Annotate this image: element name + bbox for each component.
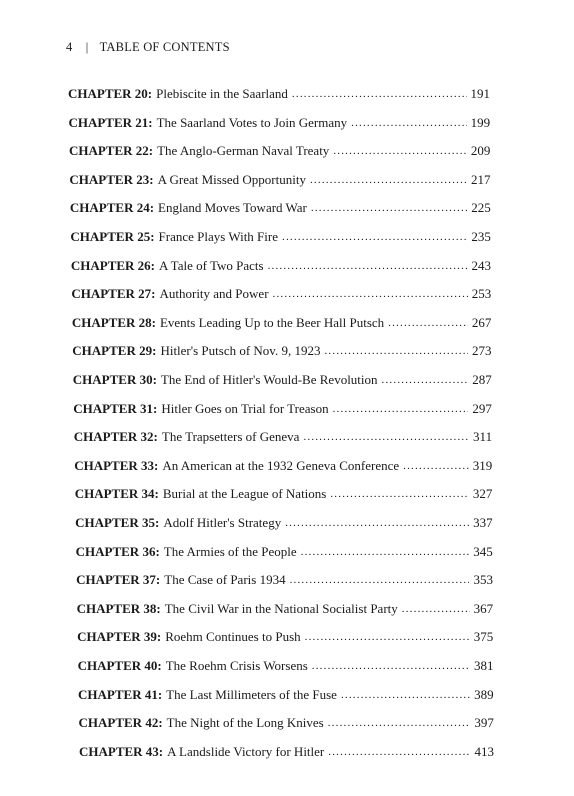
- toc-entry: [69, 143, 490, 163]
- page-number: 4: [66, 40, 73, 54]
- dot-leader: [351, 114, 467, 130]
- chapter-title: Adolf Hitler's Strategy: [163, 515, 282, 530]
- chapter-label: CHAPTER 32:: [73, 429, 158, 445]
- chapter-label: CHAPTER 37:: [76, 572, 161, 588]
- chapter-title: A Tale of Two Pacts: [159, 257, 264, 273]
- dot-leader: [268, 257, 468, 273]
- chapter-label: CHAPTER 27:: [71, 286, 156, 302]
- chapter-label: CHAPTER 36:: [75, 543, 160, 559]
- chapter-title: The Case of Paris 1934: [164, 572, 286, 588]
- dot-leader: [328, 714, 471, 730]
- chapter-title: The End of Hitler's Would-Be Revolution: [160, 372, 378, 387]
- chapter-title: Plebiscite in the Saarland: [156, 86, 288, 101]
- toc-entry: [76, 544, 493, 564]
- chapter-label: CHAPTER 22:: [68, 143, 154, 159]
- dot-leader: [282, 228, 467, 244]
- chapter-page-number: 199: [470, 114, 491, 130]
- chapter-title: The Night of the Long Knives: [166, 715, 324, 731]
- chapter-page-number: 191: [470, 86, 490, 101]
- dot-leader: [341, 686, 470, 702]
- chapter-page-number: 217: [471, 171, 491, 187]
- chapter-label: CHAPTER 43:: [79, 743, 164, 759]
- chapter-title: England Moves Toward War: [158, 200, 307, 216]
- toc-entry: [71, 258, 491, 278]
- chapter-page-number: 375: [473, 629, 494, 645]
- toc-entry: [75, 486, 493, 506]
- toc-entry: [71, 286, 491, 306]
- chapter-page-number: 381: [473, 658, 494, 673]
- toc-entry: [73, 372, 492, 392]
- chapter-page-number: 311: [473, 429, 493, 445]
- chapter-label: CHAPTER 31:: [73, 400, 158, 416]
- toc-entry: [74, 458, 492, 478]
- toc-entry: [77, 601, 494, 621]
- chapter-label: CHAPTER 25:: [70, 229, 155, 244]
- toc-entry: [75, 515, 492, 535]
- chapter-label: CHAPTER 35:: [75, 515, 160, 530]
- dot-leader: [312, 657, 470, 673]
- dot-leader: [382, 371, 469, 387]
- chapter-title: A Landslide Victory for Hitler: [167, 743, 325, 759]
- chapter-title: A Great Missed Opportunity: [157, 171, 306, 187]
- chapter-page-number: 243: [471, 257, 492, 273]
- toc-entry: [74, 429, 492, 449]
- chapter-label: CHAPTER 40:: [77, 658, 162, 673]
- chapter-label: CHAPTER 39:: [77, 629, 162, 645]
- toc-entry: [68, 86, 490, 106]
- chapter-page-number: 337: [473, 515, 493, 530]
- toc-entry: [78, 658, 494, 678]
- chapter-title: The Anglo-German Naval Treaty: [157, 143, 330, 159]
- chapter-page-number: 209: [470, 143, 491, 159]
- chapter-title: The Civil War in the National Socialist Party: [164, 600, 398, 616]
- chapter-title: France Plays With Fire: [158, 229, 279, 244]
- chapter-page-number: 327: [472, 486, 493, 502]
- dot-leader: [333, 400, 469, 416]
- chapter-page-number: 367: [473, 600, 494, 616]
- dot-leader: [328, 743, 470, 759]
- toc-entry: [70, 200, 491, 220]
- chapter-page-number: 235: [471, 229, 491, 244]
- chapter-title: Roehm Continues to Push: [165, 629, 301, 645]
- toc-entry: [78, 687, 494, 707]
- dot-leader: [303, 428, 469, 444]
- toc-entry: [76, 572, 493, 592]
- dot-leader: [290, 571, 470, 587]
- chapter-label: CHAPTER 42:: [78, 715, 163, 731]
- toc-entry: [69, 172, 490, 192]
- chapter-title: Hitler's Putsch of Nov. 9, 1923: [160, 343, 321, 359]
- toc-entry: [70, 229, 490, 249]
- chapter-label: CHAPTER 21:: [68, 114, 153, 130]
- chapter-page-number: 345: [473, 543, 493, 559]
- dot-leader: [273, 285, 468, 301]
- dot-leader: [311, 199, 467, 215]
- chapter-page-number: 319: [472, 457, 493, 473]
- running-head: [66, 40, 230, 55]
- chapter-page-number: 225: [471, 200, 491, 216]
- chapter-title: The Trapsetters of Geneva: [161, 429, 300, 445]
- chapter-title: The Armies of the People: [163, 543, 297, 559]
- dot-leader: [333, 142, 467, 158]
- chapter-page-number: 353: [473, 572, 493, 588]
- chapter-label: CHAPTER 38:: [76, 600, 161, 616]
- dot-leader: [301, 543, 470, 559]
- chapter-page-number: 297: [472, 400, 492, 416]
- toc-entry: [79, 744, 494, 764]
- chapter-title: The Roehm Crisis Worsens: [165, 658, 308, 673]
- dot-leader: [324, 342, 468, 358]
- chapter-label: CHAPTER 24:: [69, 200, 155, 216]
- chapter-label: CHAPTER 29:: [72, 343, 157, 359]
- dot-leader: [330, 485, 469, 501]
- chapter-title: An American at the 1932 Geneva Conference: [162, 457, 400, 473]
- chapter-title: Events Leading Up to the Beer Hall Putsch: [159, 314, 385, 330]
- section-title: TABLE OF CONTENTS: [99, 40, 230, 54]
- dot-leader: [305, 628, 470, 644]
- toc-entry: [68, 115, 490, 135]
- dot-leader: [402, 600, 470, 616]
- chapter-title: The Last Millimeters of the Fuse: [166, 686, 337, 702]
- toc-entry: [79, 715, 494, 735]
- chapter-page-number: 253: [471, 286, 492, 302]
- chapter-label: CHAPTER 34:: [74, 486, 159, 502]
- chapter-title: The Saarland Votes to Join Germany: [156, 114, 348, 130]
- chapter-label: CHAPTER 26:: [70, 257, 155, 273]
- chapter-label: CHAPTER 20:: [68, 86, 153, 101]
- chapter-label: CHAPTER 41:: [78, 686, 163, 702]
- toc-entry: [77, 629, 493, 649]
- chapter-page-number: 267: [471, 314, 492, 330]
- chapter-page-number: 397: [474, 715, 494, 731]
- chapter-page-number: 287: [472, 372, 492, 387]
- chapter-page-number: 413: [474, 743, 494, 759]
- toc-entry: [73, 401, 492, 421]
- dot-leader: [310, 171, 467, 187]
- chapter-page-number: 389: [474, 686, 494, 702]
- chapter-page-number: 273: [472, 343, 492, 359]
- dot-leader: [388, 314, 468, 330]
- header-separator: |: [85, 40, 89, 54]
- chapter-label: CHAPTER 23:: [69, 171, 154, 187]
- chapter-label: CHAPTER 28:: [71, 314, 156, 330]
- dot-leader: [403, 457, 469, 473]
- chapter-title: Hitler Goes on Trial for Treason: [161, 400, 329, 416]
- chapter-title: Burial at the League of Nations: [162, 486, 327, 502]
- chapter-title: Authority and Power: [159, 286, 269, 302]
- toc-entry: [72, 315, 492, 335]
- chapter-label: CHAPTER 33:: [74, 457, 159, 473]
- chapter-label: CHAPTER 30:: [72, 372, 157, 387]
- dot-leader: [285, 514, 469, 530]
- dot-leader: [292, 85, 467, 101]
- toc-entry: [72, 343, 491, 363]
